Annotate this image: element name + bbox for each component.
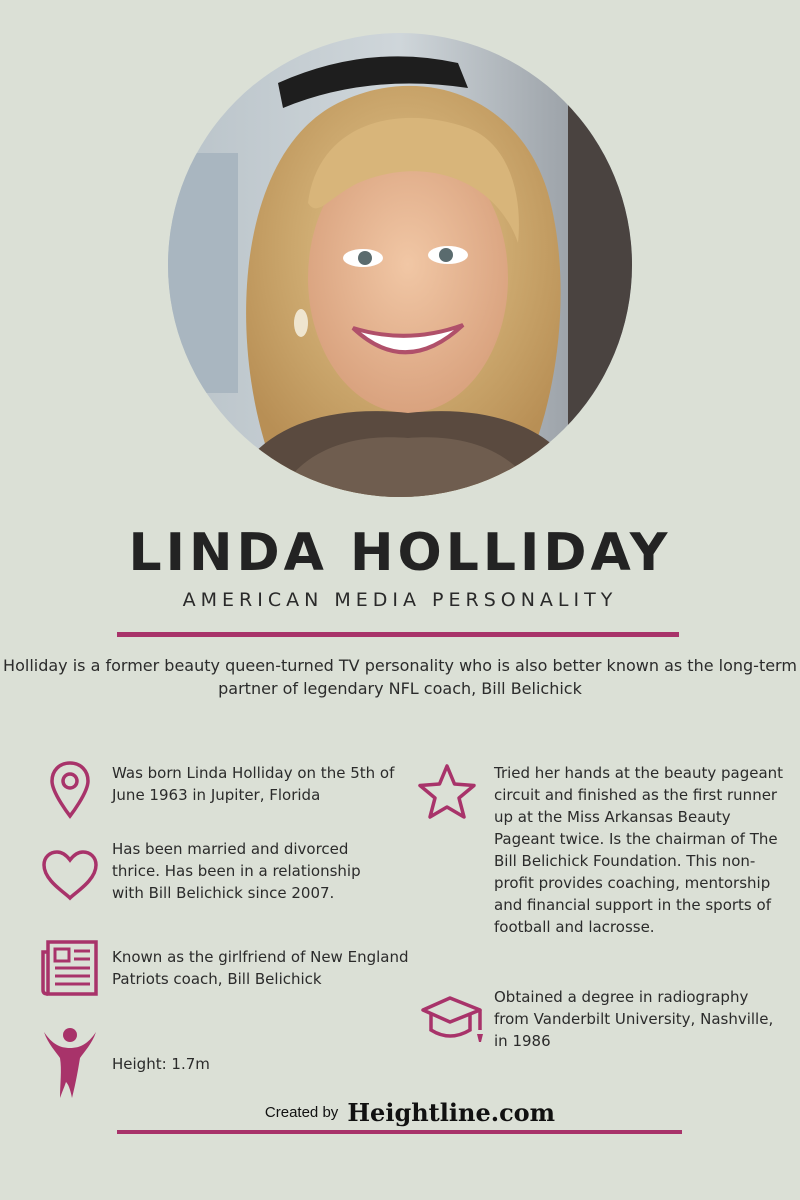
credit-site-logo: Heightline.com	[347, 1098, 556, 1127]
fact-birth: Was born Linda Holliday on the 5th of June 1963 in Jupiter, Florida	[112, 764, 395, 804]
person-icon	[42, 1026, 98, 1100]
fact-career: Tried her hands at the beauty pageant circuit and finished as the first runner up at the Miss Arkansas Beauty Pageant twice. Is the chairman of The Bill Belichick Foundation. This non-profit provides coaching, mentorship and financial support in the sports of football and lacrosse.	[494, 764, 784, 936]
fact-education: Obtained a degree in radiography from Vanderbilt University, Nashville, in 1986	[494, 988, 774, 1050]
portrait-photo	[168, 33, 632, 497]
bottom-divider	[117, 1130, 682, 1134]
fact-known-for: Known as the girlfriend of New England Patriots coach, Bill Belichick	[112, 948, 409, 988]
credit-line	[0, 1098, 800, 1127]
credit-prefix: Created by	[264, 1104, 339, 1121]
fact-height: Height: 1.7m	[112, 1055, 210, 1073]
graduation-cap-icon	[420, 994, 486, 1050]
intro-text: Holliday is a former beauty queen-turned TV personality who is also better known as the long-term partner of legendary NFL coach, Bill Belichick	[3, 656, 797, 698]
person-name: LINDA HOLLIDAY	[128, 523, 672, 583]
fact-relationship: Has been married and divorced thrice. Has been in a relationship with Bill Belichick since 2007.	[112, 840, 361, 902]
location-pin-icon	[48, 760, 92, 820]
top-divider	[117, 632, 679, 637]
star-icon	[416, 762, 478, 822]
heart-icon	[40, 848, 100, 902]
person-title: AMERICAN MEDIA PERSONALITY	[182, 589, 618, 611]
newspaper-icon	[40, 938, 100, 998]
